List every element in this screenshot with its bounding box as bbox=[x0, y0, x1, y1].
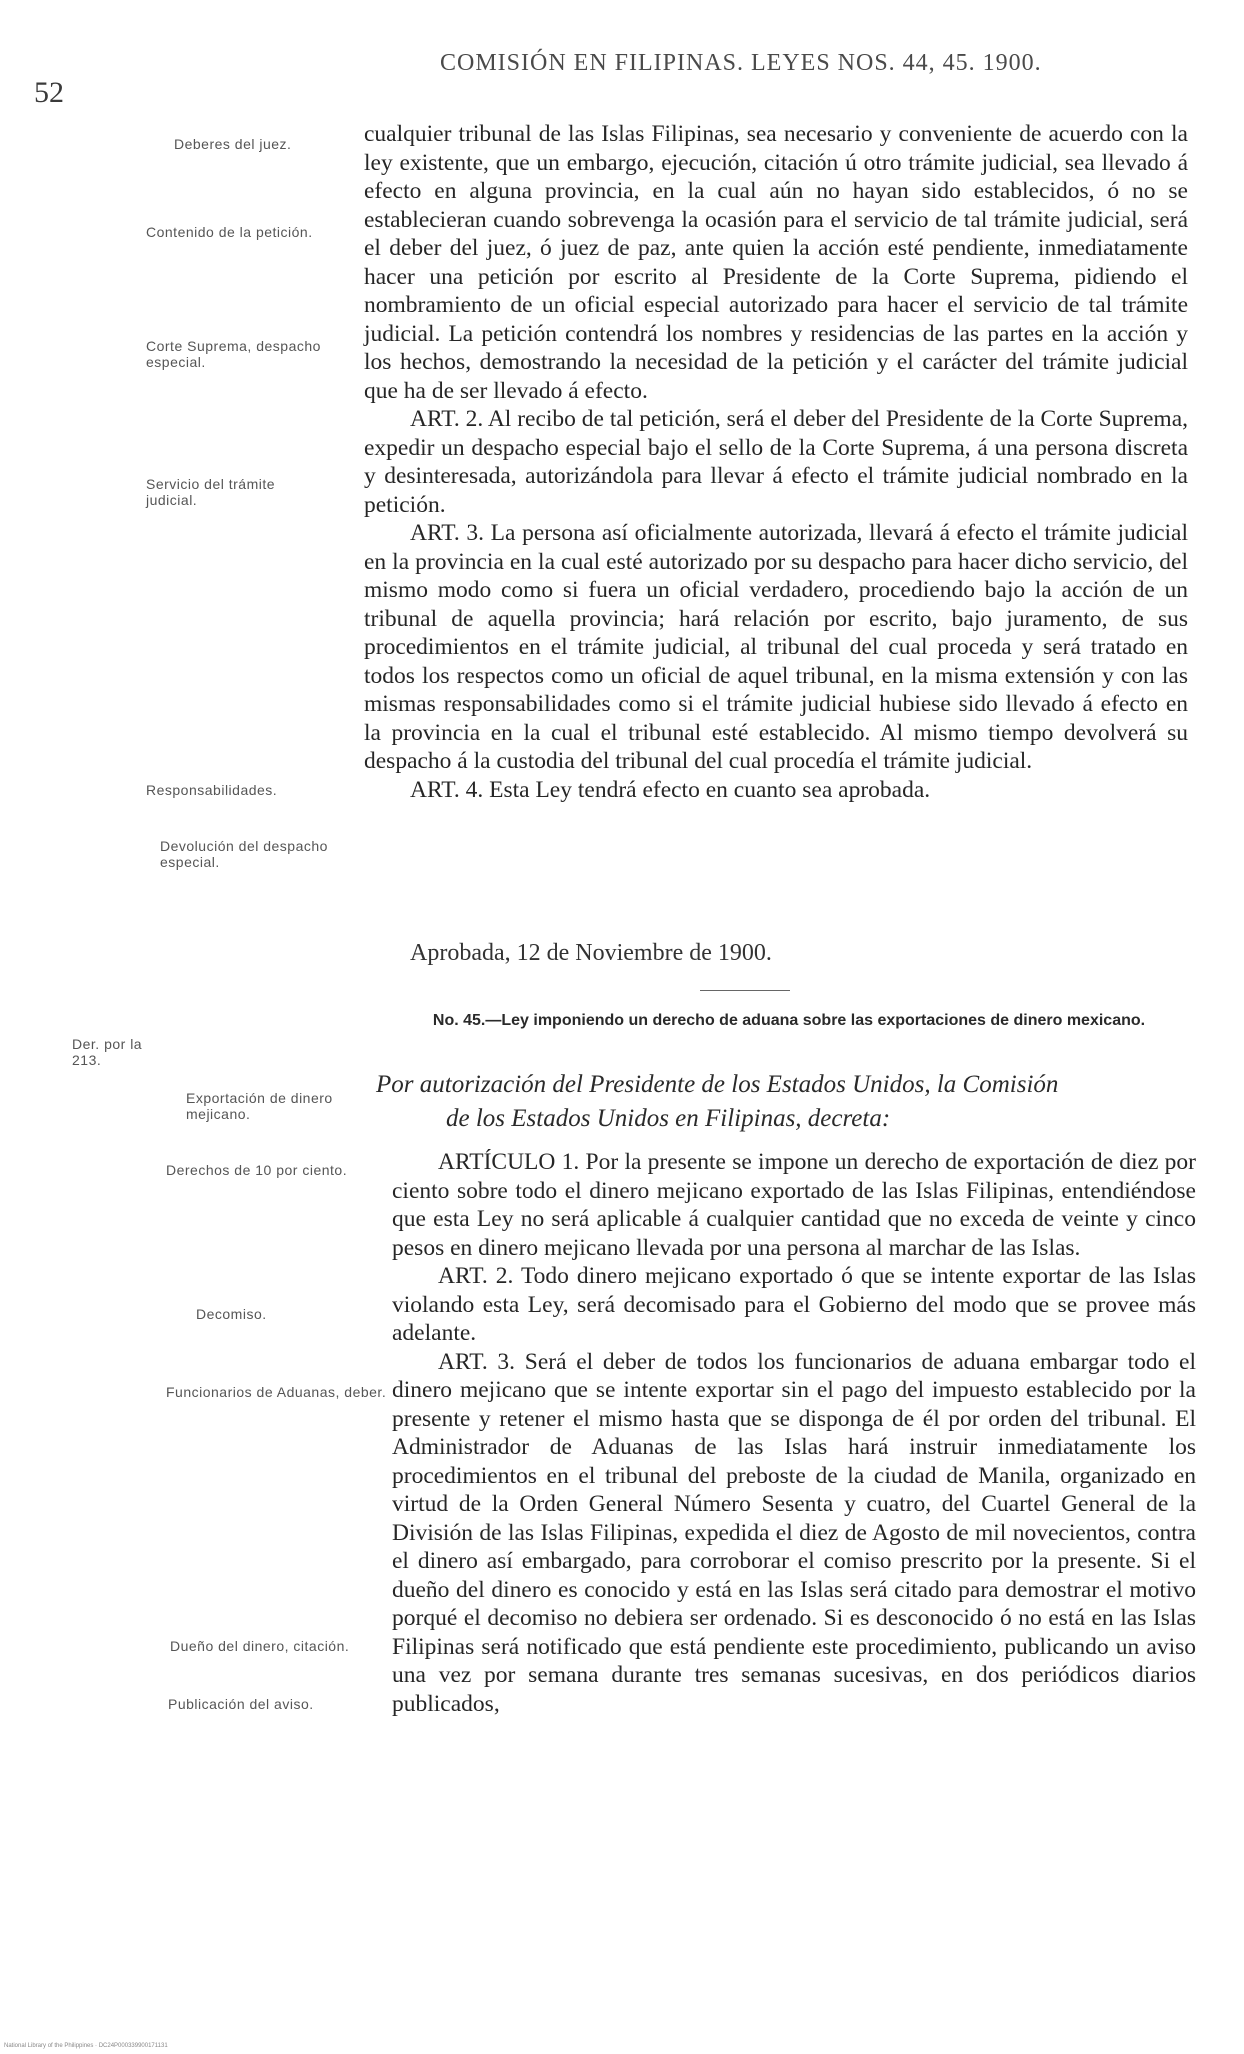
page-number: 52 bbox=[34, 76, 64, 109]
law-45-article-3 bbox=[392, 1348, 1196, 1719]
law-45-text bbox=[392, 1148, 1196, 1718]
law-45-article-2 bbox=[392, 1262, 1196, 1348]
law-45-title: No. 45.—Ley imponiendo un derecho de aduana sobre las exportaciones de dinero mexicano. bbox=[432, 1012, 1146, 1029]
margin-note-derogada: Der. por la 213. bbox=[72, 1036, 143, 1068]
article-label: ART. 2. bbox=[410, 406, 484, 432]
margin-note-funcionarios: Funcionarios de Aduanas, deber. bbox=[166, 1384, 387, 1400]
law-44-article-4 bbox=[364, 776, 1188, 805]
scan-credit: National Library of the Philippines · DC24P000339900171131 bbox=[4, 2043, 168, 2049]
approval-date: Aprobada, 12 de Noviembre de 1900. bbox=[410, 940, 772, 966]
section-divider bbox=[700, 990, 790, 991]
margin-note-servicio: Servicio del trámite judicial. bbox=[146, 476, 276, 508]
article-label: ART. 2. bbox=[438, 1263, 514, 1289]
article-label: ART. 3. bbox=[438, 1348, 516, 1375]
article-label: ART. 4. bbox=[410, 776, 484, 803]
margin-note-responsabilidades: Responsabilidades. bbox=[146, 782, 278, 798]
article-text: La persona así oficialmente autorizada, llevará á efecto el trámite judicial en la provincia en la cual esté autorizado por su despacho para hacer dicho servicio, del mismo modo como si fuera un oficial verdadero, procediendo bajo la acción de un tribunal de aquella provincia; hará relación por escrito, bajo juramento, de sus procedimientos en el trámite judicial, al tribunal del cual proceda y será tratado en todos los respectos como un oficial de aquel tribunal, en la misma extensión y con las mismas responsabilidades como si el trámite judicial hubiese sido llevado á efecto en la provincia en la cual el tribunal esté establecido. Al mismo tiempo devolverá su despacho á la custodia del tribunal del cual procedía el trámite judicial. bbox=[364, 520, 1189, 774]
law-44-paragraph-1: cualquier tribunal de las Islas Filipinas, sea necesario y conveniente de acuerdo con la ley existente, que un embargo, ejecución, citación ú otro trámite judicial, sea llevado á efecto en alguna provincia, en la cual aún no hayan sido establecidos, ó no se establecieran cuando sobrevenga la ocasión para el servicio de tal trámite judicial, será el deber del juez, ó juez de paz, ante quien la acción esté pendiente, inmediatamente hacer una petición por escrito al Presidente de la Corte Suprema, pidiendo el nombramiento de un oficial especial autorizado para hacer el servicio de tal trámite judicial. La petición contendrá los nombres y residencias de las partes en la acción y los hechos, demostrando la necesidad de la petición y el carácter del trámite judicial que ha de ser llevado á efecto. bbox=[364, 121, 1188, 404]
article-label: ARTÍCULO 1. bbox=[438, 1149, 580, 1175]
running-head: COMISIÓN EN FILIPINAS. LEYES NOS. 44, 45. 1900. bbox=[440, 50, 1042, 76]
margin-note-decomiso: Decomiso. bbox=[196, 1306, 267, 1322]
law-45-article-1 bbox=[392, 1148, 1196, 1262]
margin-note-deberes: Deberes del juez. bbox=[174, 136, 292, 152]
article-label: ART. 3. bbox=[410, 520, 484, 546]
margin-note-devolucion: Devolución del despacho especial. bbox=[160, 838, 328, 870]
law-44-article-2 bbox=[364, 405, 1188, 519]
margin-note-dueno: Dueño del dinero, citación. bbox=[170, 1638, 350, 1654]
margin-note-derechos: Derechos de 10 por ciento. bbox=[166, 1162, 348, 1178]
enacting-line-2: de los Estados Unidos en Filipinas, decreta: bbox=[446, 1105, 891, 1132]
article-text: Esta Ley tendrá efecto en cuanto sea aprobada. bbox=[489, 776, 931, 803]
enacting-line-1: Por autorización del Presidente de los Estados Unidos, la Comisión bbox=[376, 1071, 1059, 1098]
article-text: Al recibo de tal petición, será el deber del Presidente de la Corte Suprema, expedir un despacho especial bajo el sello de la Corte Suprema, á una persona discreta y desinteresada, autorizándola para llevar á efecto el trámite judicial nombrado en la petición. bbox=[364, 406, 1188, 518]
law-44-article-3 bbox=[364, 519, 1188, 776]
article-text: Por la presente se impone un derecho de exportación de diez por ciento sobre todo el dinero mejicano exportado de las Islas Filipinas, entendiéndose que esta Ley no será aplicable á cualquier cantidad que no exceda de veinte y cinco pesos en dinero mejicano llevada por una persona al marchar de las Islas. bbox=[392, 1149, 1196, 1261]
margin-note-corte: Corte Suprema, despacho especial. bbox=[146, 338, 321, 370]
article-text: Será el deber de todos los funcionarios de aduana embargar todo el dinero mejicano que se intente exportar sin el pago del impuesto establecido por la presente y retener el mismo hasta que se disponga de él por orden del tribunal. El Administrador de Aduanas de las Islas hará instruir inmediatamente los procedimientos en el tribunal del preboste de la ciudad de Manila, organizado en virtud de la Orden General Número Sesenta y cuatro, del Cuartel General de la División de las Islas Filipinas, expedida el diez de Agosto de mil novecientos, contra el dinero así embargado, para corroborar el comiso prescrito por la presente. Si el dueño del dinero es conocido y está en las Islas será citado para demostrar el motivo porqué el decomiso no debiera ser ordenado. Si es desconocido ó no está en las Islas Filipinas será notificado que está pendiente este procedimiento, publicando un aviso una vez por semana durante tres semanas sucesivas, en dos periódicos diarios publicados, bbox=[392, 1348, 1197, 1717]
article-text: Todo dinero mejicano exportado ó que se intente exportar de las Islas violando esta Ley, será decomisado para el Gobierno del modo que se provee más adelante. bbox=[392, 1263, 1196, 1346]
enacting-clause bbox=[376, 1068, 1196, 1136]
margin-note-exportacion: Exportación de dinero mejicano. bbox=[186, 1090, 333, 1122]
margin-note-contenido: Contenido de la petición. bbox=[146, 224, 313, 240]
law-44-text bbox=[364, 120, 1188, 804]
margin-note-publicacion: Publicación del aviso. bbox=[168, 1696, 314, 1712]
